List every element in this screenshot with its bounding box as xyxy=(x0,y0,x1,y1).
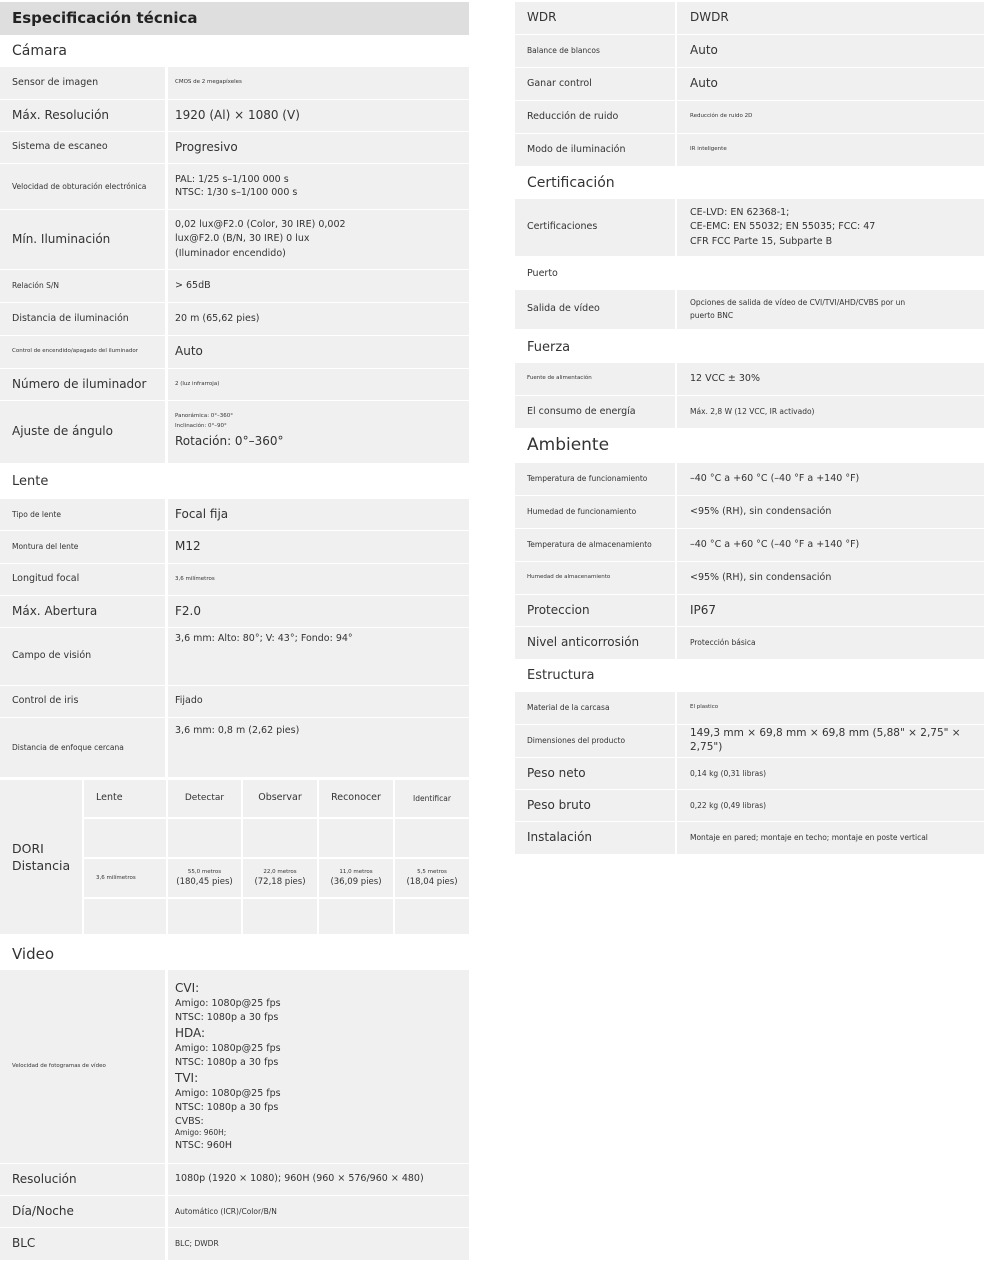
fps-line: NTSC: 1080p a 30 fps xyxy=(175,1056,279,1068)
label-angle-adjust: Ajuste de ángulo xyxy=(0,401,165,463)
label-max-aperture: Máx. Abertura xyxy=(0,596,165,627)
label-day-night: Día/Noche xyxy=(0,1196,165,1227)
dori-empty-cell xyxy=(84,819,166,857)
dori-detect-value xyxy=(168,859,241,897)
label-illuminator-control: Control de encendido/apagado del iluminador xyxy=(0,336,165,368)
dori-header-identify: Identificar xyxy=(395,780,469,817)
fps-line: Amigo: 1080p@25 fps xyxy=(175,1043,281,1055)
dori-label-line2: Distancia xyxy=(12,858,71,873)
label-gross-weight: Peso bruto xyxy=(515,790,675,821)
label-housing-material: Material de la carcasa xyxy=(515,692,675,724)
section-certification: Certificación xyxy=(527,175,615,191)
label-snr: Relación S/N xyxy=(0,270,165,302)
value-protection: IP67 xyxy=(677,595,984,626)
fps-line: NTSC: 1080p a 30 fps xyxy=(175,1012,279,1024)
dori-lens-value: 3,6 milímetros xyxy=(84,859,166,897)
value-installation: Montaje en pared; montaje en techo; montaje en poste vertical xyxy=(677,822,984,854)
label-noise-reduction: Reducción de ruido xyxy=(515,101,675,133)
label-focal-length: Longitud focal xyxy=(0,564,165,595)
label-video-output: Salida de vídeo xyxy=(515,290,675,329)
dori-empty-cell xyxy=(243,899,317,934)
value-illumination-distance: 20 m (65,62 pies) xyxy=(168,303,469,335)
label-image-sensor: Sensor de imagen xyxy=(0,67,165,99)
value-max-resolution: 1920 (Al) × 1080 (V) xyxy=(168,100,469,131)
dori-empty-cell xyxy=(168,899,241,934)
label-blc: BLC xyxy=(0,1228,165,1260)
label-illumination-distance: Distancia de iluminación xyxy=(0,303,165,335)
dori-header-detect: Detectar xyxy=(168,780,241,817)
min-illumination-line2: lux@F2.0 (B/N, 30 IRE) 0 lux xyxy=(175,233,310,245)
label-installation: Instalación xyxy=(515,822,675,854)
value-storage-temp: –40 °C a +60 °C (–40 °F a +140 °F) xyxy=(677,529,984,561)
cert-line1: CE-LVD: EN 62368-1; xyxy=(690,207,790,219)
min-illumination-line3: (Iluminador encendido) xyxy=(175,247,286,259)
label-power-supply: Fuente de alimentación xyxy=(515,363,675,395)
shutter-pal: PAL: 1/25 s–1/100 000 s xyxy=(175,174,289,186)
dori-identify-value xyxy=(395,859,469,897)
dori-identify-m: 5,5 metros xyxy=(417,868,447,875)
value-certifications xyxy=(677,199,984,256)
angle-rotation: Rotación: 0°–360° xyxy=(175,434,284,449)
fps-line: CVI: xyxy=(175,980,200,995)
value-wdr: DWDR xyxy=(677,2,984,34)
value-blc: BLC; DWDR xyxy=(168,1228,469,1260)
label-resolution: Resolución xyxy=(0,1164,165,1195)
value-shutter-speed xyxy=(168,164,469,209)
section-power: Fuerza xyxy=(527,340,571,355)
label-anticorrosion: Nivel anticorrosión xyxy=(515,627,675,659)
label-certifications: Certificaciones xyxy=(515,199,675,256)
value-power-consumption: Máx. 2,8 W (12 VCC, IR activado) xyxy=(677,396,984,428)
dori-header-lens: Lente xyxy=(84,780,166,817)
label-dori xyxy=(0,780,82,934)
value-power-supply: 12 VCC ± 30% xyxy=(677,363,984,395)
fps-line: TVI: xyxy=(175,1070,199,1085)
value-illuminator-number: 2 (luz infrarroja) xyxy=(168,369,469,400)
value-operating-humidity: <95% (RH), sin condensación xyxy=(677,496,984,528)
min-illumination-line1: 0,02 lux@F2.0 (Color, 30 IRE) 0,002 xyxy=(175,219,346,231)
value-close-focus: 3,6 mm: 0,8 m (2,62 pies) xyxy=(168,718,469,777)
value-noise-reduction: Reducción de ruido 2D xyxy=(677,101,984,133)
value-storage-humidity: <95% (RH), sin condensación xyxy=(677,562,984,594)
value-min-illumination xyxy=(168,210,469,269)
value-video-output xyxy=(677,290,984,329)
value-lens-type: Focal fija xyxy=(168,499,469,530)
value-focal-length: 3,6 milímetros xyxy=(168,564,469,595)
label-product-dimensions: Dimensiones del producto xyxy=(515,725,675,757)
value-max-aperture: F2.0 xyxy=(168,596,469,627)
value-net-weight: 0,14 kg (0,31 libras) xyxy=(677,758,984,789)
value-frame-rate xyxy=(168,970,469,1163)
label-white-balance: Balance de blancos xyxy=(515,35,675,67)
label-gain-control: Ganar control xyxy=(515,68,675,100)
dori-observe-value xyxy=(243,859,317,897)
label-protection: Proteccion xyxy=(515,595,675,626)
label-frame-rate: Velocidad de fotogramas de vídeo xyxy=(0,970,165,1163)
dori-label-line1: DORI xyxy=(12,840,44,856)
value-housing-material: El plastico xyxy=(677,692,984,724)
dori-observe-ft: (72,18 pies) xyxy=(254,876,306,887)
dori-header-observe: Observar xyxy=(243,780,317,817)
value-product-dimensions: 149,3 mm × 69,8 mm × 69,8 mm (5,88" × 2,75" × 2,75") xyxy=(677,725,984,757)
dori-observe-m: 22,0 metros xyxy=(263,868,297,875)
value-illumination-mode: IR inteligente xyxy=(677,134,984,166)
value-scan-system: Progresivo xyxy=(168,132,469,163)
label-illumination-mode: Modo de iluminación xyxy=(515,134,675,166)
dori-detect-m: 55,0 metros xyxy=(187,868,222,875)
label-scan-system: Sistema de escaneo xyxy=(0,132,165,163)
value-angle-adjust xyxy=(168,401,469,463)
section-camera: Cámara xyxy=(12,43,67,59)
fps-line: CVBS: xyxy=(175,1115,204,1127)
video-output-line1: Opciones de salida de vídeo de CVI/TVI/AHD/CVBS por un xyxy=(690,297,906,307)
dori-detect-ft: (180,45 pies) xyxy=(176,876,233,887)
value-gain-control: Auto xyxy=(677,68,984,100)
section-port: Puerto xyxy=(527,268,558,279)
dori-recognize-ft: (36,09 pies) xyxy=(330,876,382,887)
label-net-weight: Peso neto xyxy=(515,758,675,789)
label-power-consumption: El consumo de energía xyxy=(515,396,675,428)
dori-empty-cell xyxy=(168,819,241,857)
value-field-of-view: 3,6 mm: Alto: 80°; V: 43°; Fondo: 94° xyxy=(168,628,469,685)
fps-line: HDA: xyxy=(175,1025,206,1040)
dori-empty-cell xyxy=(84,899,166,934)
value-image-sensor: CMOS de 2 megapíxeles xyxy=(168,67,469,99)
section-environment: Ambiente xyxy=(527,435,610,455)
shutter-ntsc: NTSC: 1/30 s–1/100 000 s xyxy=(175,186,298,198)
dori-empty-cell xyxy=(395,819,469,857)
value-anticorrosion: Protección básica xyxy=(677,627,984,659)
value-white-balance: Auto xyxy=(677,35,984,67)
label-storage-humidity: Humedad de almacenamiento xyxy=(515,562,675,594)
label-iris-control: Control de iris xyxy=(0,686,165,717)
label-operating-humidity: Humedad de funcionamiento xyxy=(515,496,675,528)
dori-empty-cell xyxy=(243,819,317,857)
fps-line: Amigo: 1080p@25 fps xyxy=(175,1088,281,1100)
section-video: Video xyxy=(12,945,55,963)
angle-tilt: Inclinación: 0°–90° xyxy=(175,422,227,429)
label-operating-temp: Temperatura de funcionamiento xyxy=(515,463,675,495)
label-illuminator-number: Número de iluminador xyxy=(0,369,165,400)
label-min-illumination: Mín. Iluminación xyxy=(0,210,165,269)
dori-header-recognize: Reconocer xyxy=(319,780,393,817)
cert-line2: CE-EMC: EN 55032; EN 55035; FCC: 47 xyxy=(690,221,876,233)
label-shutter-speed: Velocidad de obturación electrónica xyxy=(0,164,165,209)
label-close-focus: Distancia de enfoque cercana xyxy=(0,718,165,777)
value-iris-control: Fijado xyxy=(168,686,469,717)
dori-identify-ft: (18,04 pies) xyxy=(406,876,458,887)
value-operating-temp: –40 °C a +60 °C (–40 °F a +140 °F) xyxy=(677,463,984,495)
value-day-night: Automático (ICR)/Color/B/N xyxy=(168,1196,469,1227)
label-storage-temp: Temperatura de almacenamiento xyxy=(515,529,675,561)
value-illuminator-control: Auto xyxy=(168,336,469,368)
fps-line: Amigo: 1080p@25 fps xyxy=(175,998,281,1010)
dori-empty-cell xyxy=(395,899,469,934)
label-lens-mount: Montura del lente xyxy=(0,531,165,563)
dori-recognize-m: 11,0 metros xyxy=(339,868,373,875)
fps-line: Amigo: 960H; xyxy=(175,1128,227,1138)
section-lens: Lente xyxy=(12,474,49,489)
fps-line: NTSC: 1080p a 30 fps xyxy=(175,1101,279,1113)
label-field-of-view: Campo de visión xyxy=(0,628,165,685)
label-max-resolution: Máx. Resolución xyxy=(0,100,165,131)
value-resolution: 1080p (1920 × 1080); 960H (960 × 576/960 × 480) xyxy=(168,1164,469,1195)
fps-line: NTSC: 960H xyxy=(175,1140,233,1152)
value-lens-mount: M12 xyxy=(168,531,469,563)
spec-title: Especificación técnica xyxy=(0,2,469,35)
cert-line3: CFR FCC Parte 15, Subparte B xyxy=(690,235,833,247)
video-output-line2: puerto BNC xyxy=(690,310,734,320)
dori-empty-cell xyxy=(319,899,393,934)
value-snr: > 65dB xyxy=(168,270,469,302)
dori-empty-cell xyxy=(319,819,393,857)
section-structure: Estructura xyxy=(527,668,595,683)
dori-recognize-value xyxy=(319,859,393,897)
label-lens-type: Tipo de lente xyxy=(0,499,165,530)
value-gross-weight: 0,22 kg (0,49 libras) xyxy=(677,790,984,821)
angle-pan: Panorámica: 0°–360° xyxy=(175,413,234,420)
label-wdr: WDR xyxy=(515,2,675,34)
